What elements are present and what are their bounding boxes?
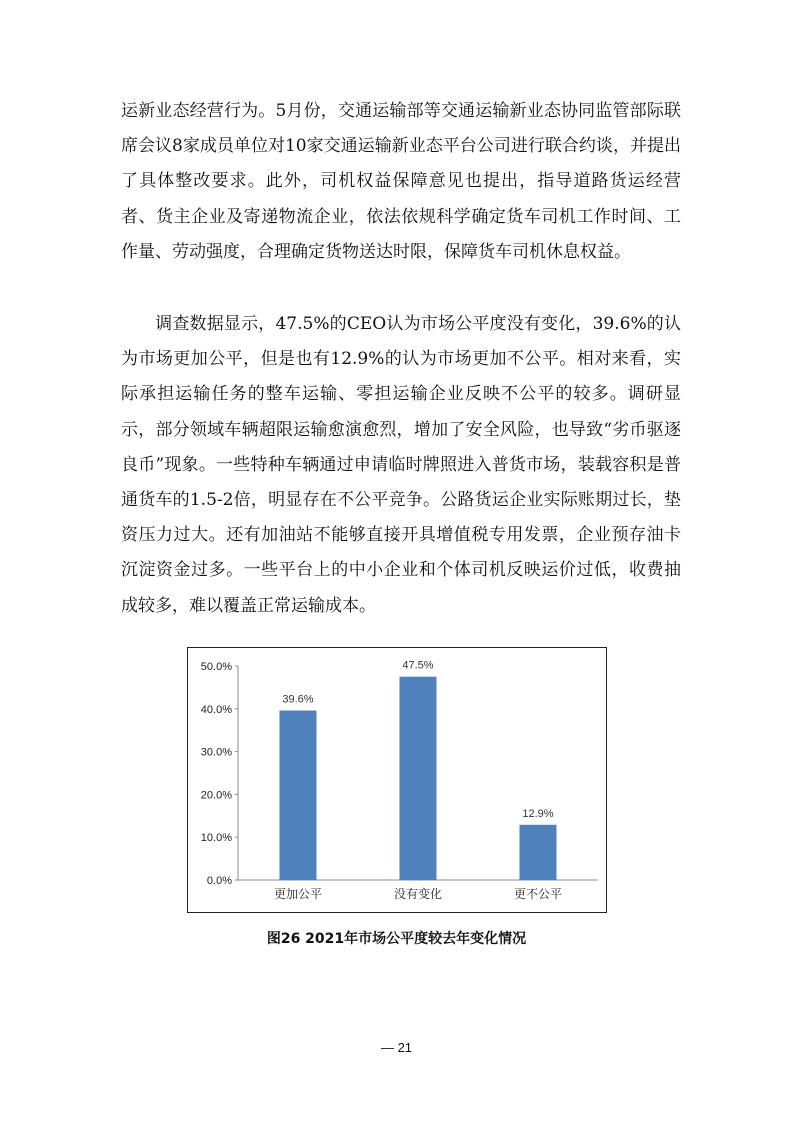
category-label: 没有变化 xyxy=(393,887,443,901)
bars xyxy=(280,677,557,880)
paragraph-text: 运新业态经营行为。5月份，交通运输部等交通运输新业态协同监管部际联席会议8家成员单位对10家交通运输新业态平台公司进行联合约谈，并提出了具体整改要求。此外，司机权益保障意见也提出，指导道路货运经营者、货主企业及寄递物流企业，依法依规科学确定货车司机工作时间、工作量、劳动强度，合理确定货物送达时限，保障货车司机休息权益。 xyxy=(121,101,681,262)
y-tick-label: 10.0% xyxy=(200,832,232,845)
category-label: 更不公平 xyxy=(513,887,563,901)
y-tick-label: 0.0% xyxy=(206,875,232,887)
category-labels xyxy=(274,886,562,901)
bar-value-label: 47.5% xyxy=(402,659,434,672)
y-tick-label: 20.0% xyxy=(200,789,232,802)
bar-chart xyxy=(187,647,607,913)
bar xyxy=(520,825,557,880)
y-tick-label: 30.0% xyxy=(200,746,232,759)
body-paragraph xyxy=(121,307,681,624)
page-number: — 21 xyxy=(380,1040,413,1055)
figure-caption: 图26 2021年市场公平度较去年变化情况 xyxy=(266,931,527,947)
category-label: 更加公平 xyxy=(273,887,323,901)
paragraph-text: 调查数据显示，47.5%的CEO认为市场公平度没有变化，39.6%的认为市场更加公平，但是也有12.9%的认为市场更加不公平。相对来看，实际承担运输任务的整车运输、零担运输企业反映不公平的较多。调研显示，部分领域车辆超限运输愈演愈烈，增加了安全风险，也导致“劣币驱逐良币”现象。一些特种车辆通过申请临时牌照进入普货市场，装载容积是普通货车的1.5-2倍，明显存在不公平竞争。公路货运企业实际账期过长，垫资压力过大。还有加油站不能够直接开具增值税专用发票，企业预存油卡沉淀资金过多。一些平台上的中小企业和个体司机反映运价过低，收费抽成较多，难以覆盖正常运输成本。 xyxy=(121,314,681,616)
y-tick-labels xyxy=(201,661,238,887)
body-paragraph xyxy=(121,94,681,270)
bar-value-label: 12.9% xyxy=(522,807,554,820)
y-tick-label: 40.0% xyxy=(200,703,232,716)
bar xyxy=(280,711,317,880)
y-tick-label: 50.0% xyxy=(200,661,232,673)
chart-canvas xyxy=(188,648,606,912)
bar xyxy=(400,677,437,880)
bar-value-label: 39.6% xyxy=(282,693,314,706)
